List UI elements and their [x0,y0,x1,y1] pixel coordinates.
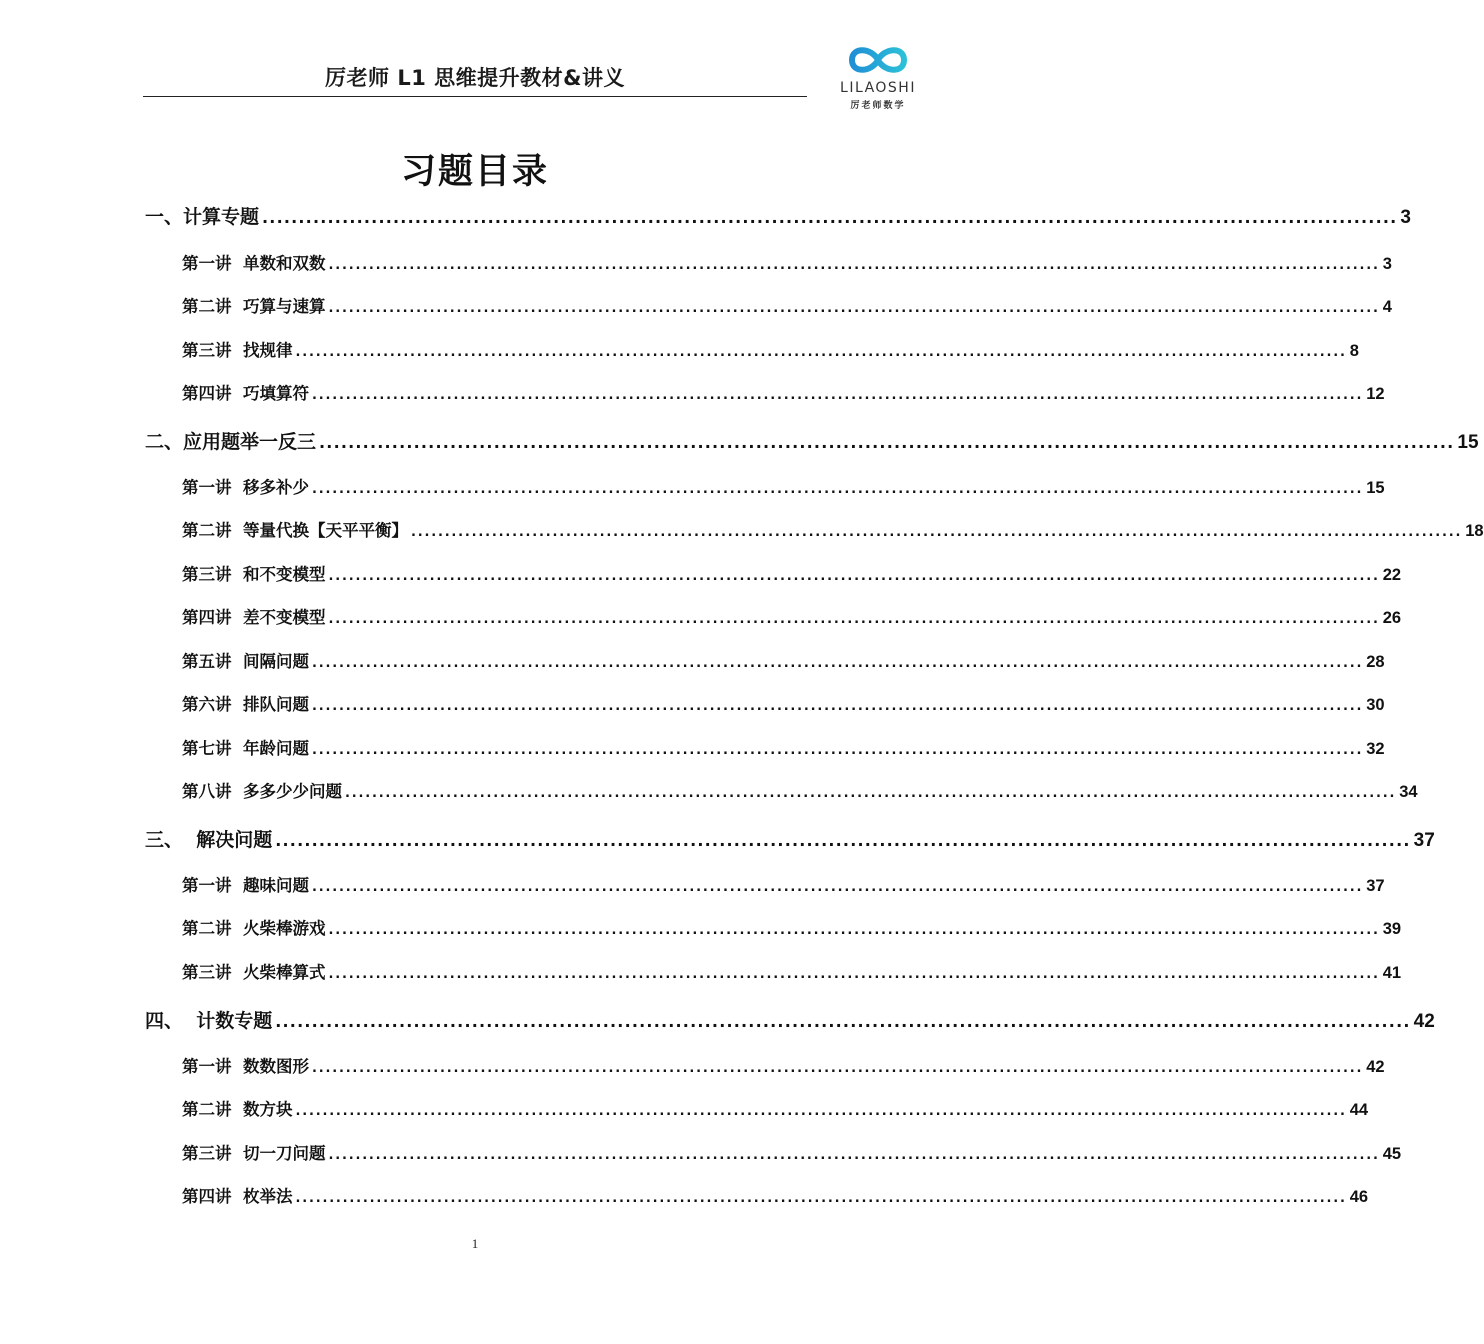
toc-label: 第一讲 单数和双数 [182,254,326,273]
toc-label: 第六讲 排队问题 [182,695,309,714]
toc-page-number: 4 [1382,298,1392,316]
toc-label: 第七讲 年龄问题 [182,739,309,758]
toc-leader-dots: ............................................................................................................................................................ [312,743,1364,758]
toc-leader-dots: ............................................................................................................................................................ [295,345,1347,360]
toc-lecture[interactable] [182,778,1418,802]
toc-page-number: 46 [1349,1188,1369,1206]
toc-label: 第三讲 火柴棒算式 [182,963,326,982]
toc-leader-dots: ............................................................................................................................................................ [328,301,1380,316]
toc-leader-dots: ............................................................................................................................................................ [312,388,1364,403]
toc-leader-dots: ............................................................................................................................................................ [275,1012,1411,1031]
toc-leader-dots: ............................................................................................................................................................ [328,967,1380,982]
toc-leader-dots: ............................................................................................................................................................ [312,656,1364,671]
toc-label: 第八讲 多多少少问题 [182,782,342,801]
toc-lecture[interactable] [182,337,1359,361]
toc-leader-dots: ............................................................................................................................................................ [262,208,1398,227]
toc-page-number: 45 [1382,1145,1402,1163]
toc-label: 第一讲 移多补少 [182,478,309,497]
toc-label: 第四讲 巧填算符 [182,384,309,403]
toc-lecture[interactable] [182,735,1385,759]
toc-label: 第五讲 间隔问题 [182,652,309,671]
toc-label: 第四讲 差不变模型 [182,608,326,627]
toc-page-number: 15 [1366,479,1385,497]
toc-page-number: 28 [1366,653,1385,671]
toc-lecture[interactable] [182,380,1385,404]
toc-leader-dots: ............................................................................................................................................................ [328,923,1380,938]
toc-section-1[interactable] [145,202,1411,229]
toc-lecture[interactable] [182,561,1402,585]
toc-page-number: 44 [1349,1101,1369,1119]
toc-page-number: 22 [1382,566,1402,584]
page-number: 1 [471,1236,479,1251]
toc-label: 四、 计数专题 [145,1010,273,1032]
toc-leader-dots: ............................................................................................................................................................ [312,880,1364,895]
toc-lecture[interactable] [182,1053,1385,1077]
toc-leader-dots: ............................................................................................................................................................ [319,433,1455,452]
toc-label: 第二讲 巧算与速算 [182,297,326,316]
page-title: 习题目录 [400,152,549,192]
toc-lecture[interactable] [182,1183,1369,1207]
toc-leader-dots: ............................................................................................................................................................ [275,831,1411,850]
toc-page-number: 18 [1465,522,1484,540]
toc-lecture[interactable] [182,1140,1402,1164]
toc-page-number: 37 [1413,830,1435,851]
toc-label: 第二讲 火柴棒游戏 [182,919,326,938]
toc-leader-dots: ............................................................................................................................................................ [312,699,1364,714]
toc-page-number: 8 [1349,342,1359,360]
toc-leader-dots: ............................................................................................................................................................ [328,258,1380,273]
toc-leader-dots: ............................................................................................................................................................ [295,1191,1347,1206]
toc-label: 三、 解决问题 [145,829,273,851]
toc-page-number: 3 [1382,255,1392,273]
toc-lecture[interactable] [182,648,1385,672]
toc-leader-dots: ............................................................................................................................................................ [411,525,1463,540]
toc-page-number: 34 [1399,783,1418,801]
toc-label: 第三讲 切一刀问题 [182,1144,326,1163]
toc-label: 二、应用题举一反三 [145,431,317,453]
toc-label: 第三讲 和不变模型 [182,565,326,584]
toc-leader-dots: ............................................................................................................................................................ [328,1148,1380,1163]
toc-leader-dots: ............................................................................................................................................................ [312,1061,1364,1076]
toc-leader-dots: ............................................................................................................................................................ [328,612,1380,627]
toc-label: 第三讲 找规律 [182,341,293,360]
toc-label: 第四讲 枚举法 [182,1187,293,1206]
toc-lecture[interactable] [182,872,1385,896]
toc-label: 第二讲 数方块 [182,1100,293,1119]
toc-page-number: 32 [1366,740,1385,758]
toc-page-number: 41 [1382,964,1402,982]
header-title: 厉老师 L1 思维提升教材&讲义 [325,66,625,90]
toc-page-number: 3 [1400,207,1411,228]
toc-page-number: 42 [1413,1011,1435,1032]
logo-subtext: 厉老师数学 [850,101,906,111]
toc-page-number: 15 [1457,432,1479,453]
toc-page-number: 39 [1382,920,1402,938]
toc-lecture[interactable] [182,691,1385,715]
toc-leader-dots: ............................................................................................................................................................ [345,786,1397,801]
toc-lecture[interactable] [182,517,1484,541]
toc-lecture[interactable] [182,293,1392,317]
toc-page-number: 30 [1366,696,1385,714]
toc-lecture[interactable] [182,959,1402,983]
toc-page-number: 26 [1382,609,1402,627]
toc-label: 第一讲 数数图形 [182,1057,309,1076]
toc-lecture[interactable] [182,915,1402,939]
toc-section-4[interactable] [145,1006,1435,1033]
toc-page-number: 12 [1366,385,1385,403]
header-divider [143,96,807,97]
toc-label: 第一讲 趣味问题 [182,876,309,895]
toc-lecture[interactable] [182,250,1392,274]
toc-leader-dots: ............................................................................................................................................................ [328,569,1380,584]
brand-logo [826,38,930,112]
toc-label: 第二讲 等量代换【天平平衡】 [182,521,408,540]
toc-section-3[interactable] [145,825,1435,852]
infinity-logo-icon [844,42,912,78]
toc-section-2[interactable] [145,427,1479,454]
toc-page-number: 42 [1366,1058,1385,1076]
toc-lecture[interactable] [182,1096,1369,1120]
toc-label: 一、计算专题 [145,206,260,228]
toc-lecture[interactable] [182,474,1385,498]
toc-page-number: 37 [1366,877,1385,895]
toc-leader-dots: ............................................................................................................................................................ [295,1104,1347,1119]
toc-leader-dots: ............................................................................................................................................................ [312,482,1364,497]
logo-wordmark: LILAOSHI [840,80,916,96]
toc-lecture[interactable] [182,604,1402,628]
